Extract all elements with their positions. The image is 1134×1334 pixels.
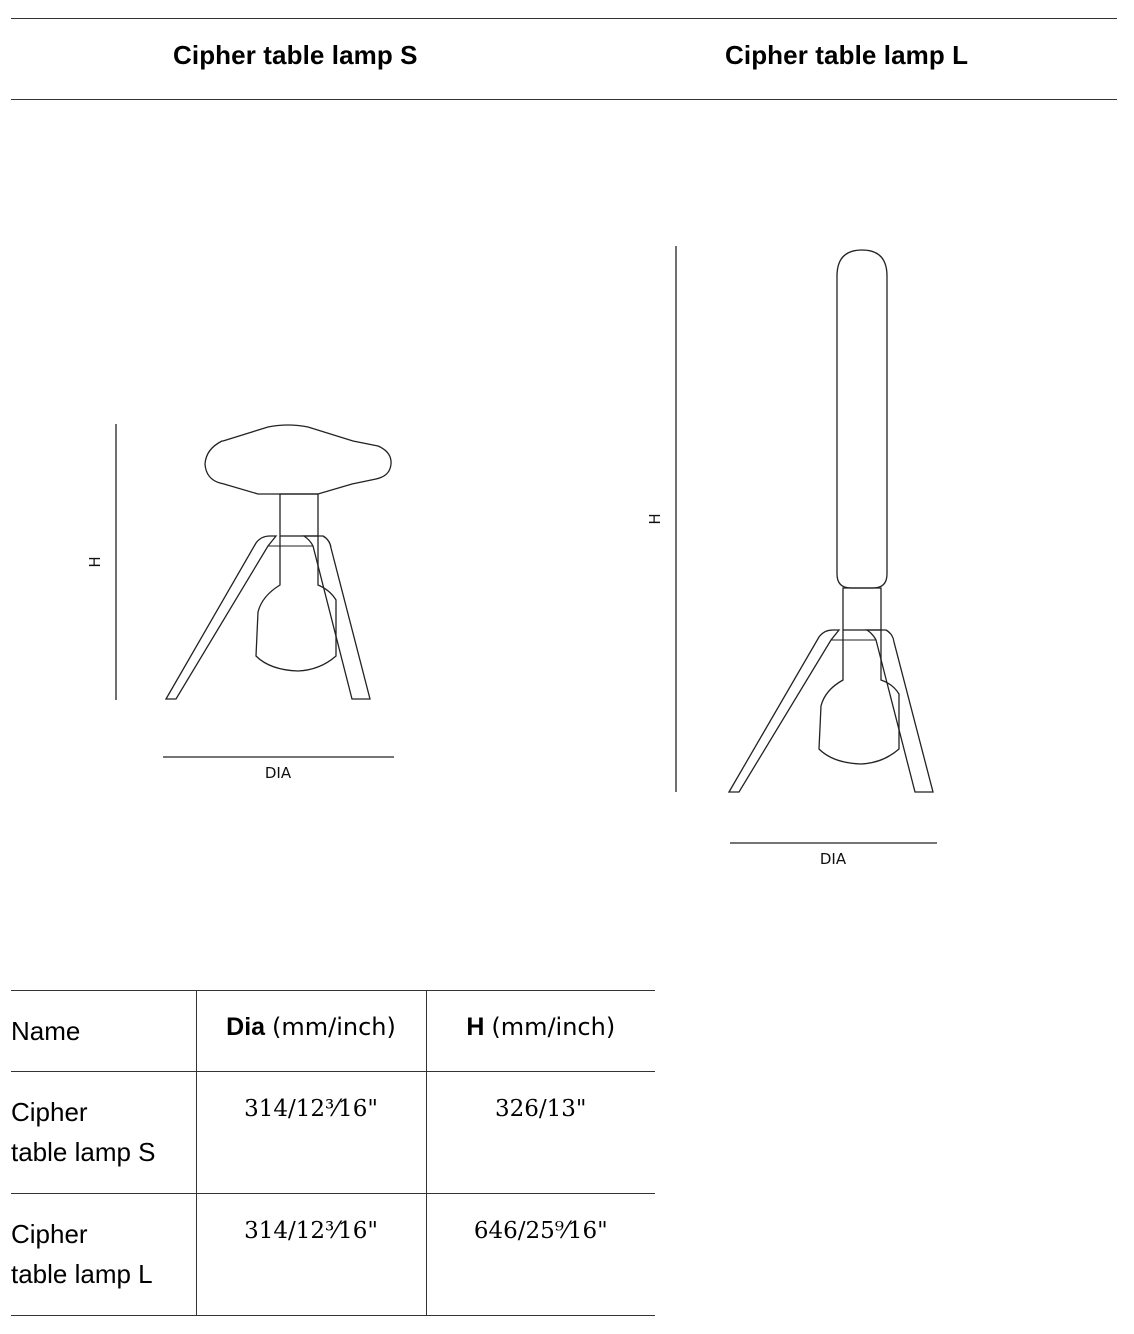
- lamp-s-drawing: [166, 425, 391, 699]
- lamp-s-shade: [205, 425, 391, 494]
- lamp-l-height-label: H: [646, 513, 664, 525]
- header-h-unit: (mm/inch): [491, 1013, 616, 1041]
- lamp-l-neck: [843, 588, 881, 630]
- lamp-l-left-leg: [729, 630, 839, 792]
- row-dia-value: 314/12³⁄16": [196, 1194, 426, 1316]
- header-dia: [196, 991, 426, 1072]
- header-dia-label: Dia: [226, 1013, 266, 1041]
- row-name-cell: [11, 1072, 196, 1194]
- row-name-line1: Cipher: [11, 1097, 88, 1127]
- row-name-line2: table lamp L: [11, 1259, 153, 1289]
- lamp-s-left-leg: [166, 536, 276, 699]
- lamp-l-bulb: [819, 630, 899, 764]
- lamp-s-neck: [280, 494, 318, 536]
- lamp-s-height-label: H: [86, 556, 104, 568]
- lamp-s-right-leg: [304, 536, 370, 699]
- specs-table: [11, 990, 655, 1316]
- lamp-l-shade: [837, 250, 887, 588]
- lamp-s-dia-label: DIA: [264, 764, 292, 782]
- lamp-l-right-leg: [867, 630, 933, 792]
- table-row: [11, 1072, 655, 1194]
- header-h: [426, 991, 655, 1072]
- specs-header-row: [11, 991, 655, 1072]
- row-h-value: 326/13": [426, 1072, 655, 1194]
- row-name-cell: [11, 1194, 196, 1316]
- row-name-line1: Cipher: [11, 1219, 88, 1249]
- table-row: [11, 1194, 655, 1316]
- title-lamp-s: Cipher table lamp S: [173, 40, 418, 70]
- title-lamp-l: Cipher table lamp L: [725, 40, 969, 70]
- lamp-s-bulb: [256, 536, 336, 671]
- row-name-line2: table lamp S: [11, 1137, 156, 1167]
- lamp-l-dia-label: DIA: [819, 850, 847, 868]
- lamp-l-drawing: [729, 250, 933, 792]
- header-dia-unit: (mm/inch): [272, 1013, 396, 1041]
- row-dia-value: 314/12³⁄16": [196, 1072, 426, 1194]
- header-name: Name: [11, 991, 196, 1072]
- row-h-value: 646/25⁹⁄16": [426, 1194, 655, 1316]
- header-h-label: H: [466, 1013, 485, 1041]
